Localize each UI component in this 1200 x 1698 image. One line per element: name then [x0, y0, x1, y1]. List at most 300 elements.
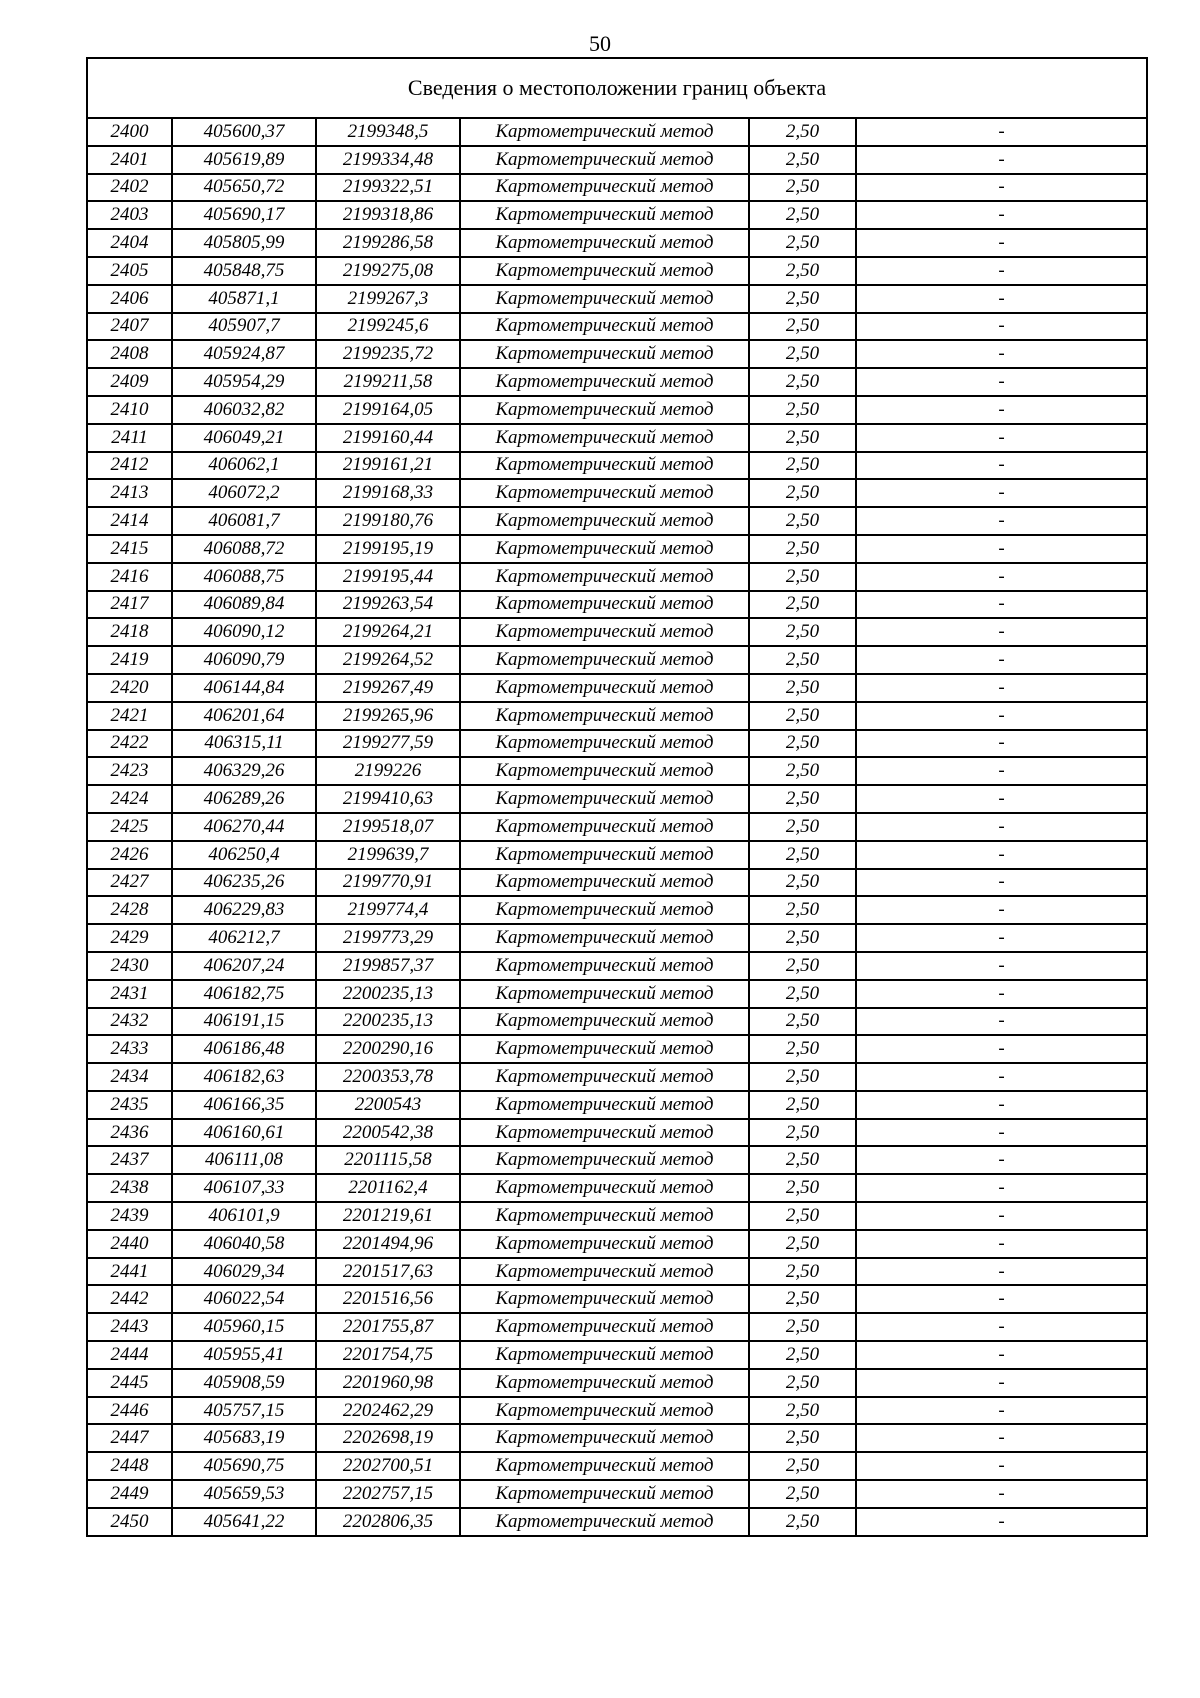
table-row — [87, 1369, 1147, 1397]
y-coordinate-cell: 2202698,19 — [316, 1424, 460, 1452]
table-row — [87, 146, 1147, 174]
method-cell: Картометрический метод — [460, 757, 749, 785]
description-cell: - — [856, 424, 1147, 452]
x-coordinate-cell: 405690,17 — [172, 201, 316, 229]
table-row — [87, 201, 1147, 229]
accuracy-cell: 2,50 — [749, 118, 856, 146]
description-cell: - — [856, 285, 1147, 313]
x-coordinate-cell: 406049,21 — [172, 424, 316, 452]
method-cell: Картометрический метод — [460, 1424, 749, 1452]
description-cell: - — [856, 340, 1147, 368]
method-cell: Картометрический метод — [460, 424, 749, 452]
point-number-cell: 2432 — [87, 1008, 172, 1036]
point-number-cell: 2437 — [87, 1146, 172, 1174]
x-coordinate-cell: 405960,15 — [172, 1313, 316, 1341]
x-coordinate-cell: 406111,08 — [172, 1146, 316, 1174]
page-number: 50 — [589, 31, 611, 56]
x-coordinate-cell: 406235,26 — [172, 869, 316, 897]
table-row — [87, 479, 1147, 507]
x-coordinate-cell: 406250,4 — [172, 841, 316, 869]
table-row — [87, 841, 1147, 869]
y-coordinate-cell: 2202806,35 — [316, 1508, 460, 1536]
table-row — [87, 285, 1147, 313]
y-coordinate-cell: 2200235,13 — [316, 1008, 460, 1036]
table-row — [87, 1480, 1147, 1508]
point-number-cell: 2425 — [87, 813, 172, 841]
table-row — [87, 1063, 1147, 1091]
y-coordinate-cell: 2199334,48 — [316, 146, 460, 174]
table-title: Сведения о местоположении границ объекта — [87, 58, 1147, 118]
table-row — [87, 952, 1147, 980]
point-number-cell: 2410 — [87, 396, 172, 424]
description-cell: - — [856, 479, 1147, 507]
description-cell: - — [856, 980, 1147, 1008]
accuracy-cell: 2,50 — [749, 313, 856, 341]
accuracy-cell: 2,50 — [749, 924, 856, 952]
method-cell: Картометрический метод — [460, 1313, 749, 1341]
accuracy-cell: 2,50 — [749, 1063, 856, 1091]
table-row — [87, 1452, 1147, 1480]
y-coordinate-cell: 2201115,58 — [316, 1146, 460, 1174]
table-row — [87, 368, 1147, 396]
point-number-cell: 2445 — [87, 1369, 172, 1397]
table-row — [87, 646, 1147, 674]
y-coordinate-cell: 2201162,4 — [316, 1174, 460, 1202]
accuracy-cell: 2,50 — [749, 507, 856, 535]
method-cell: Картометрический метод — [460, 1452, 749, 1480]
y-coordinate-cell: 2199770,91 — [316, 869, 460, 897]
boundary-coordinates-table — [86, 57, 1148, 1537]
accuracy-cell: 2,50 — [749, 952, 856, 980]
point-number-cell: 2418 — [87, 618, 172, 646]
method-cell: Картометрический метод — [460, 1063, 749, 1091]
table-row — [87, 1202, 1147, 1230]
x-coordinate-cell: 405805,99 — [172, 229, 316, 257]
point-number-cell: 2414 — [87, 507, 172, 535]
accuracy-cell: 2,50 — [749, 1174, 856, 1202]
table-row — [87, 340, 1147, 368]
description-cell: - — [856, 118, 1147, 146]
table-row — [87, 1119, 1147, 1147]
method-cell: Картометрический метод — [460, 1174, 749, 1202]
y-coordinate-cell: 2199161,21 — [316, 452, 460, 480]
method-cell: Картометрический метод — [460, 1341, 749, 1369]
description-cell: - — [856, 757, 1147, 785]
x-coordinate-cell: 405924,87 — [172, 340, 316, 368]
y-coordinate-cell: 2199265,96 — [316, 702, 460, 730]
y-coordinate-cell: 2199168,33 — [316, 479, 460, 507]
table-row — [87, 924, 1147, 952]
table-row — [87, 757, 1147, 785]
description-cell: - — [856, 1063, 1147, 1091]
description-cell: - — [856, 1258, 1147, 1286]
description-cell: - — [856, 896, 1147, 924]
accuracy-cell: 2,50 — [749, 1369, 856, 1397]
accuracy-cell: 2,50 — [749, 368, 856, 396]
point-number-cell: 2402 — [87, 174, 172, 202]
point-number-cell: 2450 — [87, 1508, 172, 1536]
point-number-cell: 2447 — [87, 1424, 172, 1452]
table-row — [87, 257, 1147, 285]
description-cell: - — [856, 618, 1147, 646]
description-cell: - — [856, 1508, 1147, 1536]
y-coordinate-cell: 2202700,51 — [316, 1452, 460, 1480]
y-coordinate-cell: 2199518,07 — [316, 813, 460, 841]
point-number-cell: 2449 — [87, 1480, 172, 1508]
accuracy-cell: 2,50 — [749, 563, 856, 591]
method-cell: Картометрический метод — [460, 452, 749, 480]
x-coordinate-cell: 406081,7 — [172, 507, 316, 535]
point-number-cell: 2427 — [87, 869, 172, 897]
description-cell: - — [856, 1424, 1147, 1452]
description-cell: - — [856, 1397, 1147, 1425]
table-row — [87, 1035, 1147, 1063]
point-number-cell: 2411 — [87, 424, 172, 452]
point-number-cell: 2440 — [87, 1230, 172, 1258]
description-cell: - — [856, 1480, 1147, 1508]
x-coordinate-cell: 406207,24 — [172, 952, 316, 980]
method-cell: Картометрический метод — [460, 507, 749, 535]
accuracy-cell: 2,50 — [749, 1480, 856, 1508]
y-coordinate-cell: 2199639,7 — [316, 841, 460, 869]
description-cell: - — [856, 1202, 1147, 1230]
point-number-cell: 2436 — [87, 1119, 172, 1147]
x-coordinate-cell: 406107,33 — [172, 1174, 316, 1202]
accuracy-cell: 2,50 — [749, 1508, 856, 1536]
y-coordinate-cell: 2202462,29 — [316, 1397, 460, 1425]
accuracy-cell: 2,50 — [749, 535, 856, 563]
description-cell: - — [856, 229, 1147, 257]
x-coordinate-cell: 406160,61 — [172, 1119, 316, 1147]
x-coordinate-cell: 406329,26 — [172, 757, 316, 785]
point-number-cell: 2426 — [87, 841, 172, 869]
x-coordinate-cell: 405907,7 — [172, 313, 316, 341]
accuracy-cell: 2,50 — [749, 1091, 856, 1119]
accuracy-cell: 2,50 — [749, 702, 856, 730]
table-row — [87, 424, 1147, 452]
accuracy-cell: 2,50 — [749, 896, 856, 924]
table-row — [87, 1146, 1147, 1174]
point-number-cell: 2407 — [87, 313, 172, 341]
y-coordinate-cell: 2200353,78 — [316, 1063, 460, 1091]
point-number-cell: 2430 — [87, 952, 172, 980]
y-coordinate-cell: 2199195,44 — [316, 563, 460, 591]
x-coordinate-cell: 406072,2 — [172, 479, 316, 507]
y-coordinate-cell: 2199277,59 — [316, 730, 460, 758]
x-coordinate-cell: 406212,7 — [172, 924, 316, 952]
x-coordinate-cell: 405683,19 — [172, 1424, 316, 1452]
y-coordinate-cell: 2199267,49 — [316, 674, 460, 702]
x-coordinate-cell: 406062,1 — [172, 452, 316, 480]
accuracy-cell: 2,50 — [749, 618, 856, 646]
point-number-cell: 2412 — [87, 452, 172, 480]
point-number-cell: 2446 — [87, 1397, 172, 1425]
description-cell: - — [856, 1285, 1147, 1313]
description-cell: - — [856, 1119, 1147, 1147]
y-coordinate-cell: 2201516,56 — [316, 1285, 460, 1313]
x-coordinate-cell: 406090,79 — [172, 646, 316, 674]
accuracy-cell: 2,50 — [749, 1035, 856, 1063]
method-cell: Картометрический метод — [460, 1230, 749, 1258]
x-coordinate-cell: 406182,75 — [172, 980, 316, 1008]
y-coordinate-cell: 2201517,63 — [316, 1258, 460, 1286]
y-coordinate-cell: 2201755,87 — [316, 1313, 460, 1341]
method-cell: Картометрический метод — [460, 591, 749, 619]
table-row — [87, 118, 1147, 146]
point-number-cell: 2406 — [87, 285, 172, 313]
x-coordinate-cell: 406201,64 — [172, 702, 316, 730]
y-coordinate-cell: 2201219,61 — [316, 1202, 460, 1230]
table-row — [87, 674, 1147, 702]
point-number-cell: 2404 — [87, 229, 172, 257]
method-cell: Картометрический метод — [460, 1202, 749, 1230]
table-row — [87, 396, 1147, 424]
accuracy-cell: 2,50 — [749, 1008, 856, 1036]
accuracy-cell: 2,50 — [749, 730, 856, 758]
description-cell: - — [856, 1313, 1147, 1341]
point-number-cell: 2409 — [87, 368, 172, 396]
accuracy-cell: 2,50 — [749, 285, 856, 313]
accuracy-cell: 2,50 — [749, 340, 856, 368]
method-cell: Картометрический метод — [460, 924, 749, 952]
point-number-cell: 2408 — [87, 340, 172, 368]
table-row — [87, 813, 1147, 841]
description-cell: - — [856, 368, 1147, 396]
point-number-cell: 2405 — [87, 257, 172, 285]
point-number-cell: 2438 — [87, 1174, 172, 1202]
y-coordinate-cell: 2199245,6 — [316, 313, 460, 341]
y-coordinate-cell: 2200235,13 — [316, 980, 460, 1008]
point-number-cell: 2415 — [87, 535, 172, 563]
description-cell: - — [856, 1452, 1147, 1480]
point-number-cell: 2413 — [87, 479, 172, 507]
description-cell: - — [856, 1341, 1147, 1369]
description-cell: - — [856, 702, 1147, 730]
method-cell: Картометрический метод — [460, 841, 749, 869]
accuracy-cell: 2,50 — [749, 785, 856, 813]
description-cell: - — [856, 730, 1147, 758]
x-coordinate-cell: 405641,22 — [172, 1508, 316, 1536]
description-cell: - — [856, 1035, 1147, 1063]
y-coordinate-cell: 2199410,63 — [316, 785, 460, 813]
x-coordinate-cell: 406090,12 — [172, 618, 316, 646]
point-number-cell: 2421 — [87, 702, 172, 730]
method-cell: Картометрический метод — [460, 313, 749, 341]
table-title-row — [87, 58, 1147, 118]
description-cell: - — [856, 1146, 1147, 1174]
y-coordinate-cell: 2199263,54 — [316, 591, 460, 619]
method-cell: Картометрический метод — [460, 813, 749, 841]
y-coordinate-cell: 2201494,96 — [316, 1230, 460, 1258]
y-coordinate-cell: 2199264,21 — [316, 618, 460, 646]
method-cell: Картометрический метод — [460, 118, 749, 146]
point-number-cell: 2441 — [87, 1258, 172, 1286]
y-coordinate-cell: 2199180,76 — [316, 507, 460, 535]
y-coordinate-cell: 2201960,98 — [316, 1369, 460, 1397]
description-cell: - — [856, 396, 1147, 424]
accuracy-cell: 2,50 — [749, 1285, 856, 1313]
y-coordinate-cell: 2199318,86 — [316, 201, 460, 229]
y-coordinate-cell: 2199160,44 — [316, 424, 460, 452]
x-coordinate-cell: 406029,34 — [172, 1258, 316, 1286]
table-row — [87, 1008, 1147, 1036]
x-coordinate-cell: 406101,9 — [172, 1202, 316, 1230]
y-coordinate-cell: 2199322,51 — [316, 174, 460, 202]
table-row — [87, 507, 1147, 535]
table-row — [87, 1424, 1147, 1452]
method-cell: Картометрический метод — [460, 1369, 749, 1397]
method-cell: Картометрический метод — [460, 563, 749, 591]
y-coordinate-cell: 2199774,4 — [316, 896, 460, 924]
accuracy-cell: 2,50 — [749, 591, 856, 619]
method-cell: Картометрический метод — [460, 368, 749, 396]
point-number-cell: 2403 — [87, 201, 172, 229]
table-body — [87, 118, 1147, 1536]
x-coordinate-cell: 406088,72 — [172, 535, 316, 563]
accuracy-cell: 2,50 — [749, 146, 856, 174]
accuracy-cell: 2,50 — [749, 980, 856, 1008]
x-coordinate-cell: 406289,26 — [172, 785, 316, 813]
point-number-cell: 2422 — [87, 730, 172, 758]
x-coordinate-cell: 405955,41 — [172, 1341, 316, 1369]
accuracy-cell: 2,50 — [749, 1258, 856, 1286]
accuracy-cell: 2,50 — [749, 1313, 856, 1341]
description-cell: - — [856, 535, 1147, 563]
accuracy-cell: 2,50 — [749, 1202, 856, 1230]
method-cell: Картометрический метод — [460, 980, 749, 1008]
x-coordinate-cell: 406229,83 — [172, 896, 316, 924]
accuracy-cell: 2,50 — [749, 1230, 856, 1258]
y-coordinate-cell: 2199267,3 — [316, 285, 460, 313]
x-coordinate-cell: 406032,82 — [172, 396, 316, 424]
accuracy-cell: 2,50 — [749, 424, 856, 452]
table-row — [87, 896, 1147, 924]
y-coordinate-cell: 2200542,38 — [316, 1119, 460, 1147]
y-coordinate-cell: 2199348,5 — [316, 118, 460, 146]
method-cell: Картометрический метод — [460, 1146, 749, 1174]
point-number-cell: 2429 — [87, 924, 172, 952]
point-number-cell: 2433 — [87, 1035, 172, 1063]
y-coordinate-cell: 2199164,05 — [316, 396, 460, 424]
method-cell: Картометрический метод — [460, 396, 749, 424]
accuracy-cell: 2,50 — [749, 1452, 856, 1480]
accuracy-cell: 2,50 — [749, 201, 856, 229]
description-cell: - — [856, 952, 1147, 980]
table-row — [87, 1230, 1147, 1258]
table-row — [87, 1397, 1147, 1425]
accuracy-cell: 2,50 — [749, 1341, 856, 1369]
x-coordinate-cell: 406144,84 — [172, 674, 316, 702]
table-row — [87, 980, 1147, 1008]
table-row — [87, 1174, 1147, 1202]
method-cell: Картометрический метод — [460, 257, 749, 285]
x-coordinate-cell: 406089,84 — [172, 591, 316, 619]
point-number-cell: 2401 — [87, 146, 172, 174]
description-cell: - — [856, 646, 1147, 674]
method-cell: Картометрический метод — [460, 1480, 749, 1508]
description-cell: - — [856, 1008, 1147, 1036]
x-coordinate-cell: 405690,75 — [172, 1452, 316, 1480]
method-cell: Картометрический метод — [460, 646, 749, 674]
point-number-cell: 2443 — [87, 1313, 172, 1341]
method-cell: Картометрический метод — [460, 1285, 749, 1313]
table-row — [87, 1091, 1147, 1119]
x-coordinate-cell: 406088,75 — [172, 563, 316, 591]
method-cell: Картометрический метод — [460, 340, 749, 368]
x-coordinate-cell: 405848,75 — [172, 257, 316, 285]
point-number-cell: 2424 — [87, 785, 172, 813]
description-cell: - — [856, 313, 1147, 341]
accuracy-cell: 2,50 — [749, 646, 856, 674]
accuracy-cell: 2,50 — [749, 479, 856, 507]
accuracy-cell: 2,50 — [749, 813, 856, 841]
point-number-cell: 2420 — [87, 674, 172, 702]
table-row — [87, 1313, 1147, 1341]
table-row — [87, 785, 1147, 813]
x-coordinate-cell: 406186,48 — [172, 1035, 316, 1063]
point-number-cell: 2442 — [87, 1285, 172, 1313]
method-cell: Картометрический метод — [460, 229, 749, 257]
x-coordinate-cell: 406191,15 — [172, 1008, 316, 1036]
description-cell: - — [856, 507, 1147, 535]
y-coordinate-cell: 2202757,15 — [316, 1480, 460, 1508]
x-coordinate-cell: 406182,63 — [172, 1063, 316, 1091]
y-coordinate-cell: 2199286,58 — [316, 229, 460, 257]
y-coordinate-cell: 2199773,29 — [316, 924, 460, 952]
method-cell: Картометрический метод — [460, 730, 749, 758]
method-cell: Картометрический метод — [460, 869, 749, 897]
accuracy-cell: 2,50 — [749, 757, 856, 785]
accuracy-cell: 2,50 — [749, 1397, 856, 1425]
method-cell: Картометрический метод — [460, 1258, 749, 1286]
description-cell: - — [856, 452, 1147, 480]
description-cell: - — [856, 869, 1147, 897]
y-coordinate-cell: 2199226 — [316, 757, 460, 785]
point-number-cell: 2416 — [87, 563, 172, 591]
point-number-cell: 2444 — [87, 1341, 172, 1369]
description-cell: - — [856, 563, 1147, 591]
method-cell: Картометрический метод — [460, 1091, 749, 1119]
accuracy-cell: 2,50 — [749, 257, 856, 285]
x-coordinate-cell: 405757,15 — [172, 1397, 316, 1425]
method-cell: Картометрический метод — [460, 896, 749, 924]
x-coordinate-cell: 405659,53 — [172, 1480, 316, 1508]
point-number-cell: 2435 — [87, 1091, 172, 1119]
accuracy-cell: 2,50 — [749, 674, 856, 702]
table-row — [87, 1508, 1147, 1536]
method-cell: Картометрический метод — [460, 174, 749, 202]
description-cell: - — [856, 1230, 1147, 1258]
x-coordinate-cell: 405954,29 — [172, 368, 316, 396]
method-cell: Картометрический метод — [460, 146, 749, 174]
y-coordinate-cell: 2200543 — [316, 1091, 460, 1119]
point-number-cell: 2419 — [87, 646, 172, 674]
method-cell: Картометрический метод — [460, 1397, 749, 1425]
method-cell: Картометрический метод — [460, 479, 749, 507]
table-row — [87, 229, 1147, 257]
description-cell: - — [856, 813, 1147, 841]
y-coordinate-cell: 2199857,37 — [316, 952, 460, 980]
point-number-cell: 2439 — [87, 1202, 172, 1230]
description-cell: - — [856, 1369, 1147, 1397]
x-coordinate-cell: 405619,89 — [172, 146, 316, 174]
description-cell: - — [856, 1091, 1147, 1119]
table-row — [87, 1285, 1147, 1313]
accuracy-cell: 2,50 — [749, 1119, 856, 1147]
accuracy-cell: 2,50 — [749, 841, 856, 869]
method-cell: Картометрический метод — [460, 285, 749, 313]
method-cell: Картометрический метод — [460, 674, 749, 702]
